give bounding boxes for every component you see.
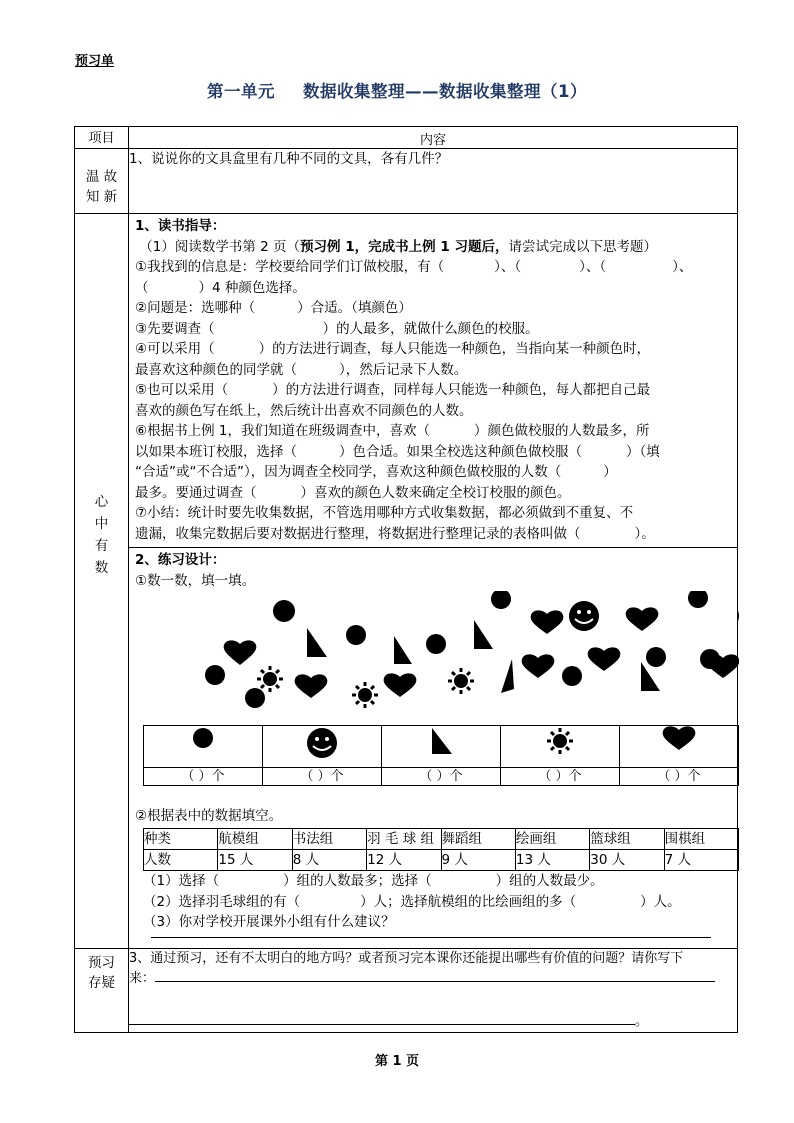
practice-design <box>129 547 737 948</box>
question-6: ⑥根据书上例 1，我们知道在班级调查中，喜欢（ ）颜色做校服的人数最多，所 <box>135 423 650 439</box>
question-3-text-cont: 来： <box>129 969 737 990</box>
data-header: 种类 <box>144 829 218 850</box>
practice-instruction-2: ②根据表中的数据填空。 <box>135 807 283 824</box>
summary-cont: 遗漏，收集完数据后要对数据进行整理，将数据进行整理记录的表格叫做（ ）。 <box>135 525 655 542</box>
label-line: 预习 <box>88 954 115 971</box>
data-header: 书法组 <box>292 829 366 850</box>
heart-shape <box>707 654 739 678</box>
shape-collection <box>129 591 739 719</box>
circle-shape <box>688 591 708 608</box>
heart-shape <box>522 654 555 678</box>
sun-shape <box>448 668 474 694</box>
question-1: ①我找到的信息是：学校要给同学们订做校服，有（ ）、（ ）、（ ）、 <box>135 259 693 275</box>
heart-shape <box>295 674 328 698</box>
data-header: 航模组 <box>218 829 292 850</box>
col-header-item: 项目 <box>75 127 129 149</box>
tally-cell-triangle <box>382 726 501 768</box>
fill-question-2: （2）选择羽毛球组的有（ ）人；选择航模组的比绘画组的多（ ）人。 <box>143 893 681 910</box>
count-blank[interactable]: （ ）个 <box>382 767 501 785</box>
review-content <box>129 149 738 214</box>
reading-title: 1、读书指导： <box>135 218 226 234</box>
label-char: 有 <box>94 537 109 554</box>
heart-shape <box>384 673 417 697</box>
heart-shape <box>588 647 621 671</box>
reading-intro: （1）阅读数学书第 2 页（预习例 1，完成书上例 1 习题后，请尝试完成以下思考题） <box>139 238 657 255</box>
circle-shape <box>646 647 666 667</box>
tally-cell-heart <box>620 726 739 768</box>
circle-shape <box>491 591 511 609</box>
data-cell: 15 人 <box>218 850 292 871</box>
label-line: 存疑 <box>88 974 115 991</box>
heart-shape <box>531 610 564 634</box>
label-char: 数 <box>94 559 109 576</box>
lesson-title: 数据收集整理——数据收集整理（1） <box>303 82 587 101</box>
circle-shape <box>426 634 446 654</box>
data-cell: 9 人 <box>441 850 515 871</box>
data-cell: 7 人 <box>664 850 738 871</box>
question-6-cont2: “合适”或“不合适”），因为调查全校同学，喜欢这种颜色做校服的人数（ ） <box>135 464 617 480</box>
heart-shape <box>626 607 659 631</box>
triangle-shape <box>307 628 327 657</box>
section-label-mind <box>75 214 129 949</box>
triangle-shape <box>501 659 514 693</box>
sun-shape <box>352 682 378 708</box>
heart-shape <box>224 640 257 665</box>
questions-content <box>129 948 738 1033</box>
data-header: 绘画组 <box>515 829 589 850</box>
triangle-icon <box>428 726 454 756</box>
label-char: 心 <box>94 493 109 510</box>
summary: ⑦小结：统计时要先收集数据，不管选用哪种方式收集数据，都必须做到不重复、不 <box>135 505 634 521</box>
practice-instruction-1: ①数一数，填一填。 <box>135 572 256 589</box>
question-1-cont: （ ）4 种颜色选择。 <box>135 279 306 296</box>
circle-shape <box>346 625 366 645</box>
data-header: 围棋组 <box>664 829 738 850</box>
fill-question-1: （1）选择（ ）组的人数最多；选择（ ）组的人数最少。 <box>143 873 604 889</box>
question-2: ②问题是：选哪种（ ）合适。（填颜色） <box>135 300 412 316</box>
fill-question-3: （3）你对学校开展课外小组有什么建议？ <box>143 914 395 930</box>
circle-shape <box>562 666 582 686</box>
club-data-table <box>143 828 739 871</box>
tally-cell-smiley <box>263 726 382 768</box>
smiley-icon <box>305 726 339 760</box>
label-char: 中 <box>94 515 109 532</box>
data-cell: 13 人 <box>515 850 589 871</box>
count-blank[interactable]: （ ）个 <box>501 767 620 785</box>
triangle-shape <box>394 636 412 664</box>
sun-shape <box>257 666 283 692</box>
question-5: ⑤也可以采用（ ）的方法进行调查，同样每人只能选一种颜色，每人都把自己最 <box>135 382 651 398</box>
practice-title: 2、练习设计： <box>135 552 226 568</box>
heart-icon <box>661 726 697 752</box>
circle-shape <box>205 665 225 685</box>
page-title <box>0 78 794 102</box>
tally-table <box>143 725 739 786</box>
tally-cell-circle <box>144 726 263 768</box>
question-4: ④可以采用（ ）的方法进行调查，每人只能选一种颜色，当指向某一种颜色时， <box>135 341 651 357</box>
question-6-cont3: 最多。要通过调查（ ）喜欢的颜色人数来确定全校订校服的颜色。 <box>135 484 571 501</box>
section-label-review <box>75 149 129 214</box>
data-header: 篮球组 <box>590 829 664 850</box>
data-header: 羽 毛 球 组 <box>367 829 441 850</box>
unit-title: 第一单元 <box>207 82 275 101</box>
circle-shape <box>273 600 295 622</box>
data-header: 舞蹈组 <box>441 829 515 850</box>
count-blank[interactable]: （ ）个 <box>144 767 263 785</box>
question-5-cont: 喜欢的颜色写在纸上，然后统计出喜欢不同颜色的人数。 <box>135 402 473 419</box>
smiley-shape <box>738 601 739 631</box>
triangle-shape <box>474 620 493 649</box>
data-cell: 30 人 <box>590 850 664 871</box>
count-blank[interactable]: （ ）个 <box>620 767 739 785</box>
smiley-shape <box>569 601 599 631</box>
question-4-cont: 最喜欢这种颜色的同学就（ ），然后记录下人数。 <box>135 361 468 378</box>
question-3: ③先要调查（ ）的人最多，就做什么颜色的校服。 <box>135 320 539 337</box>
count-blank[interactable]: （ ）个 <box>263 767 382 785</box>
answer-line-2: 。 <box>129 1012 737 1033</box>
sun-icon <box>545 726 575 756</box>
doc-label: 预习单 <box>75 54 115 69</box>
data-cell: 12 人 <box>367 850 441 871</box>
data-cell: 8 人 <box>292 850 366 871</box>
question-3-text: 3、通过预习，还有不太明白的地方吗？或者预习完本课你还能提出哪些有价值的问题？请你写下 <box>129 950 684 966</box>
col-header-content: 内容 <box>129 127 738 149</box>
tally-cell-sun <box>501 726 620 768</box>
reading-guide <box>129 214 737 547</box>
data-cell: 人数 <box>144 850 218 871</box>
section-label-questions <box>75 948 129 1033</box>
circle-shape <box>245 688 265 708</box>
circle-icon <box>191 726 215 750</box>
review-question: 1、说说你的文具盒里有几种不同的文具，各有几件？ <box>129 151 449 167</box>
worksheet-table <box>74 126 738 1033</box>
answer-line[interactable] <box>129 1024 635 1025</box>
answer-line[interactable] <box>155 981 715 982</box>
label-line: 知 新 <box>85 189 118 205</box>
label-line: 温 故 <box>85 169 118 185</box>
question-6-cont: 以如果本班订校服，选择（ ）色合适。如果全校选这种颜色做校服（ ）（填 <box>135 443 660 460</box>
page-number: 第 1 页 <box>374 1054 420 1069</box>
